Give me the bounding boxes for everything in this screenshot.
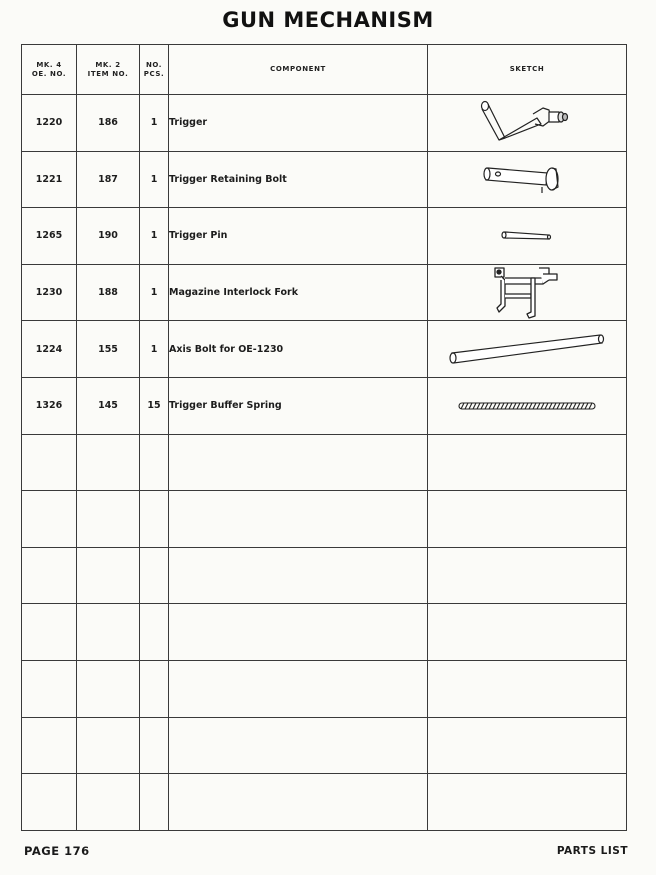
parts-table	[21, 44, 627, 831]
table-row-empty	[22, 660, 627, 717]
cell-oe-no: 1224	[22, 321, 77, 378]
header-item-no	[77, 45, 140, 95]
table-row-empty	[22, 491, 627, 548]
cell-component: Trigger Retaining Bolt	[169, 151, 428, 208]
cell-pcs: 1	[140, 321, 169, 378]
table-header-row	[22, 45, 627, 95]
cell-item-no: 188	[77, 264, 140, 321]
header-oe-no-line2: OE. NO.	[31, 69, 67, 78]
cell-sketch	[428, 264, 627, 321]
retaining-bolt-sketch-icon	[482, 159, 572, 199]
header-pcs-line1: NO.	[145, 60, 163, 69]
cell-pcs: 1	[140, 264, 169, 321]
cell-pcs: 1	[140, 95, 169, 152]
cell-component: Trigger Pin	[169, 208, 428, 265]
table-row-empty	[22, 547, 627, 604]
cell-component: Magazine Interlock Fork	[169, 264, 428, 321]
pin-sketch-icon	[499, 229, 555, 243]
table-row	[22, 377, 627, 434]
cell-sketch	[428, 151, 627, 208]
header-item-no-line2: ITEM NO.	[87, 69, 129, 78]
cell-item-no: 190	[77, 208, 140, 265]
cell-component: Axis Bolt for OE-1230	[169, 321, 428, 378]
page-number: PAGE 176	[24, 844, 90, 858]
header-pcs	[140, 45, 169, 95]
cell-item-no: 145	[77, 377, 140, 434]
cell-oe-no: 1220	[22, 95, 77, 152]
cell-pcs: 15	[140, 377, 169, 434]
cell-item-no: 187	[77, 151, 140, 208]
table-row	[22, 151, 627, 208]
cell-item-no: 186	[77, 95, 140, 152]
table-row-empty	[22, 604, 627, 661]
table-row	[22, 208, 627, 265]
table-row	[22, 264, 627, 321]
header-item-no-line1: MK. 2	[95, 60, 121, 69]
cell-oe-no: 1326	[22, 377, 77, 434]
cell-component: Trigger	[169, 95, 428, 152]
cell-oe-no: 1230	[22, 264, 77, 321]
cell-item-no: 155	[77, 321, 140, 378]
cell-pcs: 1	[140, 151, 169, 208]
header-sketch: SKETCH	[428, 45, 627, 95]
header-oe-no	[22, 45, 77, 95]
header-pcs-line2: PCS.	[143, 69, 165, 78]
table-row	[22, 321, 627, 378]
interlock-fork-sketch-icon	[491, 266, 563, 320]
cell-oe-no: 1221	[22, 151, 77, 208]
cell-sketch	[428, 208, 627, 265]
cell-pcs: 1	[140, 208, 169, 265]
table-row-empty	[22, 774, 627, 831]
page-title: GUN MECHANISM	[222, 8, 434, 32]
axis-bolt-sketch-icon	[446, 331, 608, 367]
table-row-empty	[22, 434, 627, 491]
buffer-spring-sketch-icon	[457, 399, 597, 413]
cell-component: Trigger Buffer Spring	[169, 377, 428, 434]
table-row-empty	[22, 717, 627, 774]
cell-sketch	[428, 321, 627, 378]
cell-oe-no: 1265	[22, 208, 77, 265]
cell-sketch	[428, 377, 627, 434]
header-oe-no-line1: MK. 4	[36, 60, 62, 69]
header-component: COMPONENT	[169, 45, 428, 95]
trigger-sketch-icon	[477, 100, 577, 146]
section-label: PARTS LIST	[556, 845, 628, 857]
table-row	[22, 95, 627, 152]
cell-sketch	[428, 95, 627, 152]
